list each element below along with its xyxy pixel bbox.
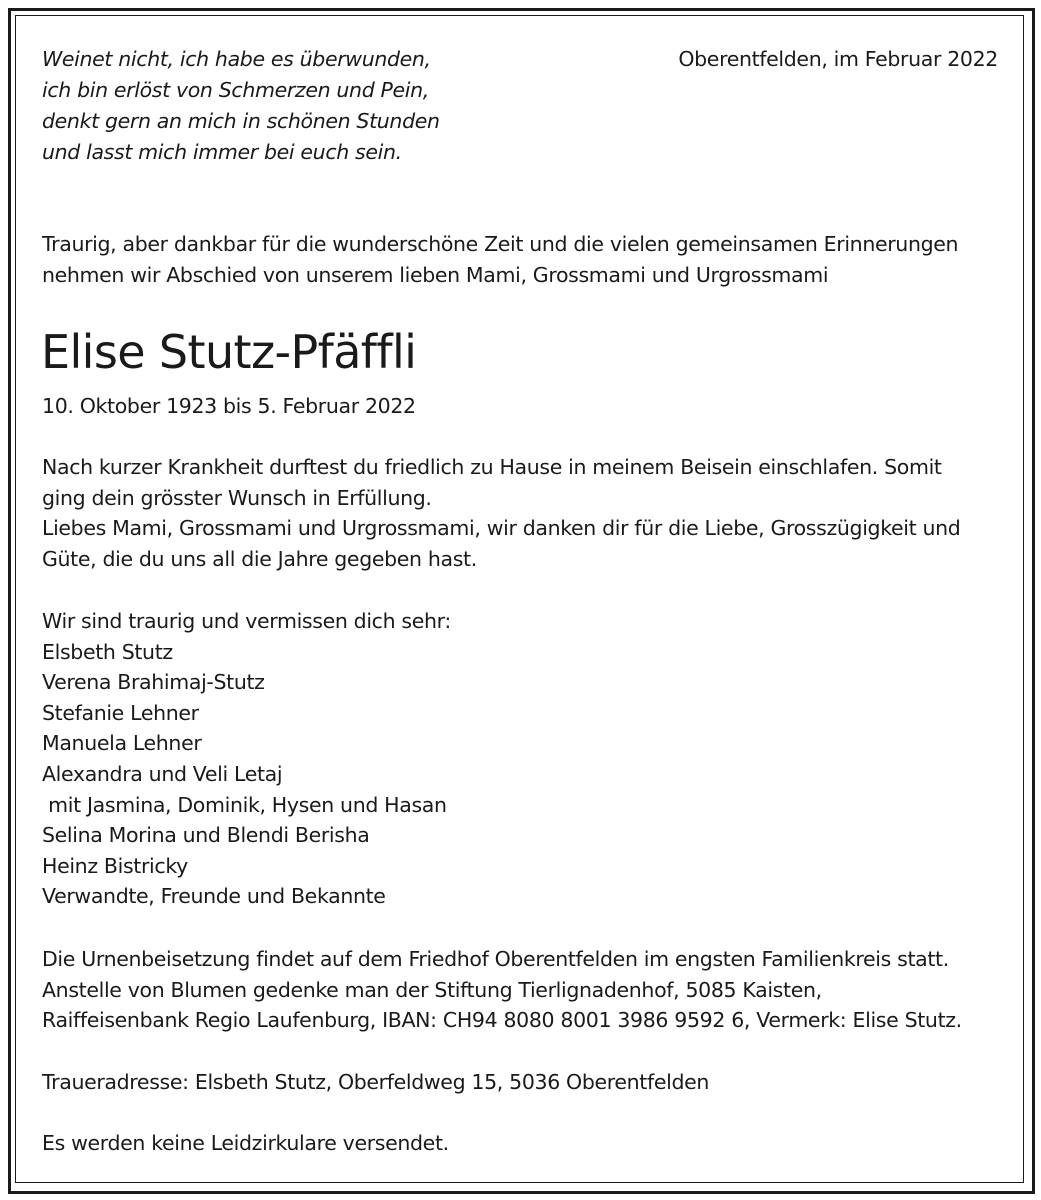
mourner-name: Heinz Bistricky: [42, 853, 188, 878]
life-dates-text: 10. Oktober 1923 bis 5. Februar 2022: [42, 394, 416, 418]
message-text: [42, 452, 960, 574]
burial-line: Anstelle von Blumen gedenke man der Stiftung Tierlignadenhof, 5085 Kaisten,: [42, 977, 822, 1002]
mourner-name: mit Jasmina, Dominik, Hysen und Hasan: [42, 792, 447, 817]
message-line: ging dein grösster Wunsch in Erfüllung.: [42, 485, 432, 510]
burial-line: Raiffeisenbank Regio Laufenburg, IBAN: CH94 8080 8001 3986 9592 6, Vermerk: Elise Stutz.: [42, 1008, 962, 1033]
address-text: Traueradresse: Elsbeth Stutz, Oberfeldweg 15, 5036 Oberentfelden: [42, 1070, 710, 1094]
place-date: Oberentfelden, im Februar 2022: [678, 47, 998, 71]
message-line: Güte, die du uns all die Jahre gegeben hast.: [42, 546, 477, 571]
burial-line: Die Urnenbeisetzung findet auf dem Friedhof Oberentfelden im engsten Familienkreis statt.: [42, 947, 949, 971]
poem-line: denkt gern an mich in schönen Stunden: [42, 109, 440, 133]
life-dates: [42, 391, 416, 422]
poem-line: Weinet nicht, ich habe es überwunden,: [42, 47, 431, 71]
mourner-name: Elsbeth Stutz: [42, 639, 173, 664]
message-line: Nach kurzer Krankheit durftest du friedlich zu Hause in meinem Beisein einschlafen. Somit: [42, 455, 942, 479]
mourner-name: Stefanie Lehner: [42, 700, 199, 725]
poem-line: ich bin erlöst von Schmerzen und Pein,: [42, 78, 429, 102]
intro-text: [42, 229, 958, 290]
closing-note: [42, 1128, 449, 1159]
poem: [42, 44, 440, 168]
mourners-list: [42, 606, 451, 912]
mourners-heading: Wir sind traurig und vermissen dich sehr:: [42, 609, 451, 633]
deceased-name: Elise Stutz-Pfäffli: [41, 325, 417, 379]
message-line: Liebes Mami, Grossmami und Urgrossmami, wir danken dir für die Liebe, Grosszügigkeit und: [42, 516, 961, 541]
poem-line: und lasst mich immer bei euch sein.: [42, 140, 402, 164]
mourner-name: Manuela Lehner: [42, 731, 202, 756]
burial-info: [42, 944, 962, 1036]
mourning-address: [42, 1067, 709, 1098]
mourner-name: Alexandra und Veli Letaj: [42, 761, 283, 786]
mourner-name: Verena Brahimaj-Stutz: [42, 670, 265, 695]
closing-text: Es werden keine Leidzirkulare versendet.: [42, 1131, 449, 1155]
mourner-name: Selina Morina und Blendi Berisha: [42, 823, 370, 848]
intro-line: Traurig, aber dankbar für die wunderschöne Zeit und die vielen gemeinsamen Erinnerungen: [42, 232, 959, 256]
mourner-name: Verwandte, Freunde und Bekannte: [42, 884, 386, 909]
intro-line: nehmen wir Abschied von unserem lieben Mami, Grossmami und Urgrossmami: [42, 262, 829, 287]
